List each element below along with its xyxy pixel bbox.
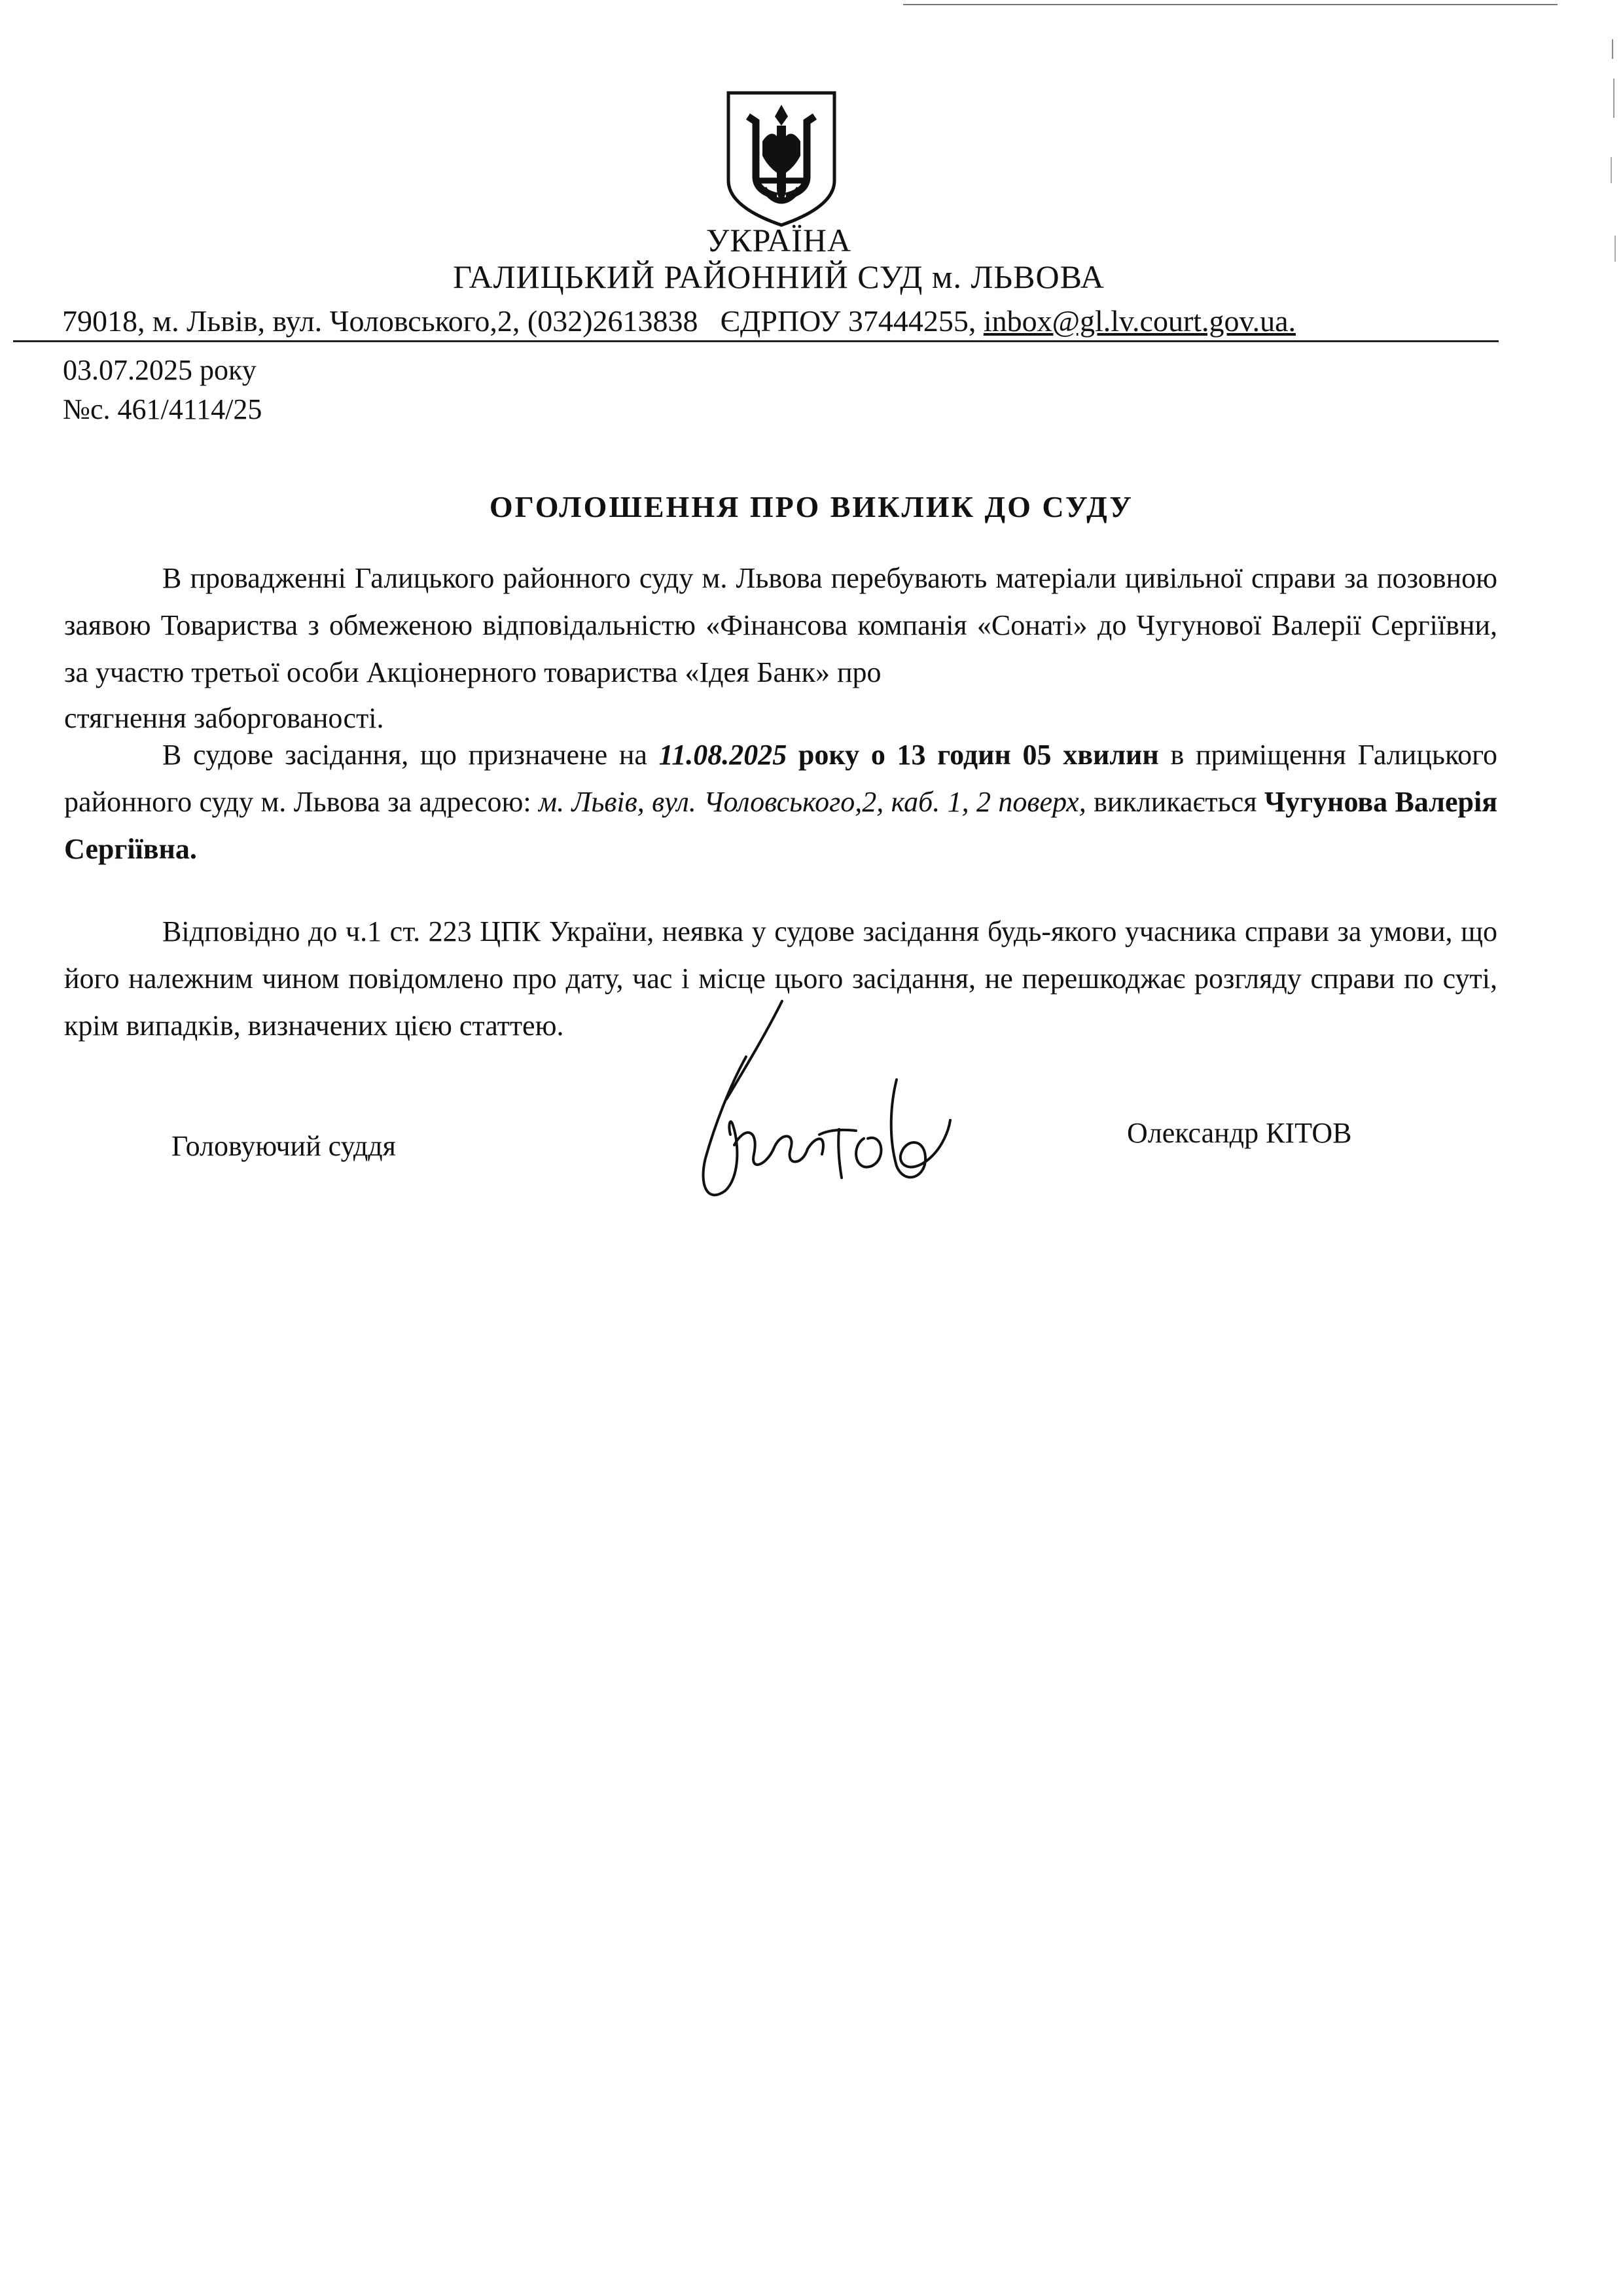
court-contacts: [62, 306, 1535, 336]
legal-basis-text: Відповідно до ч.1 ст. 223 ЦПК України, неявка у судове засідання будь-якого учасника справи за умови, що його належним чином повідомлено про дату, час і місце цього засідання, не перешкоджає розгляду справи по суті, крім випадків, визначених цією статтею.: [64, 915, 1497, 1042]
coat-of-arms-icon: [724, 90, 838, 228]
case-number: №с. 461/4114/25: [63, 393, 262, 425]
summons-verb: викликається: [1094, 786, 1257, 818]
hearing-intro: В судове засідання, що призначене на: [162, 739, 647, 771]
court-email-link[interactable]: inbox@gl.lv.court.gov.ua.: [983, 304, 1296, 338]
court-address: 79018, м. Львів, вул. Чоловського,2, (032)2613838: [62, 304, 698, 338]
paragraph-case-tail: стягнення заборгованості.: [64, 702, 384, 734]
hearing-date: 11.08.2025: [658, 739, 787, 771]
document-title: ОГОЛОШЕННЯ ПРО ВИКЛИК ДО СУДУ: [489, 490, 1134, 523]
paragraph-case: [64, 555, 1497, 696]
handwritten-signature: [668, 995, 995, 1210]
summoned-person: Чугунова Валерія Сергіївна.: [64, 786, 1498, 865]
country-name: УКРАЇНА: [705, 222, 852, 258]
scan-top-edge: [903, 4, 1558, 5]
hearing-place-intro: в приміщення Галицького районного суду м. Львова за адресою:: [64, 739, 1498, 818]
court-name: ГАЛИЦЬКИЙ РАЙОННИЙ СУД м. ЛЬВОВА: [453, 258, 1105, 295]
hearing-time: року о 13 годин 05 хвилин: [798, 739, 1159, 771]
court-edrpou: ЄДРПОУ 37444255,: [720, 304, 976, 338]
paragraph-hearing: [64, 732, 1497, 873]
signer-role: Головуючий суддя: [171, 1130, 396, 1162]
signer-name: Олександр КІТОВ: [1127, 1117, 1352, 1149]
document-date: 03.07.2025 року: [63, 354, 257, 386]
hearing-place: м. Львів, вул. Чоловського,2, каб. 1, 2 поверх,: [539, 786, 1086, 818]
header-divider: [13, 340, 1499, 342]
paragraph-case-text: В провадженні Галицького районного суду м. Львова перебувають матеріали цивільної справи за позовною заявою Товариства з обмеженою відповідальністю «Фінансова компанія «Сонаті» до Чугунової Валерії Сергіївни, за участю третьої особи Акціонерного товариства «Ідея Банк» про: [64, 562, 1497, 688]
scan-edge-marks: [1603, 39, 1623, 340]
